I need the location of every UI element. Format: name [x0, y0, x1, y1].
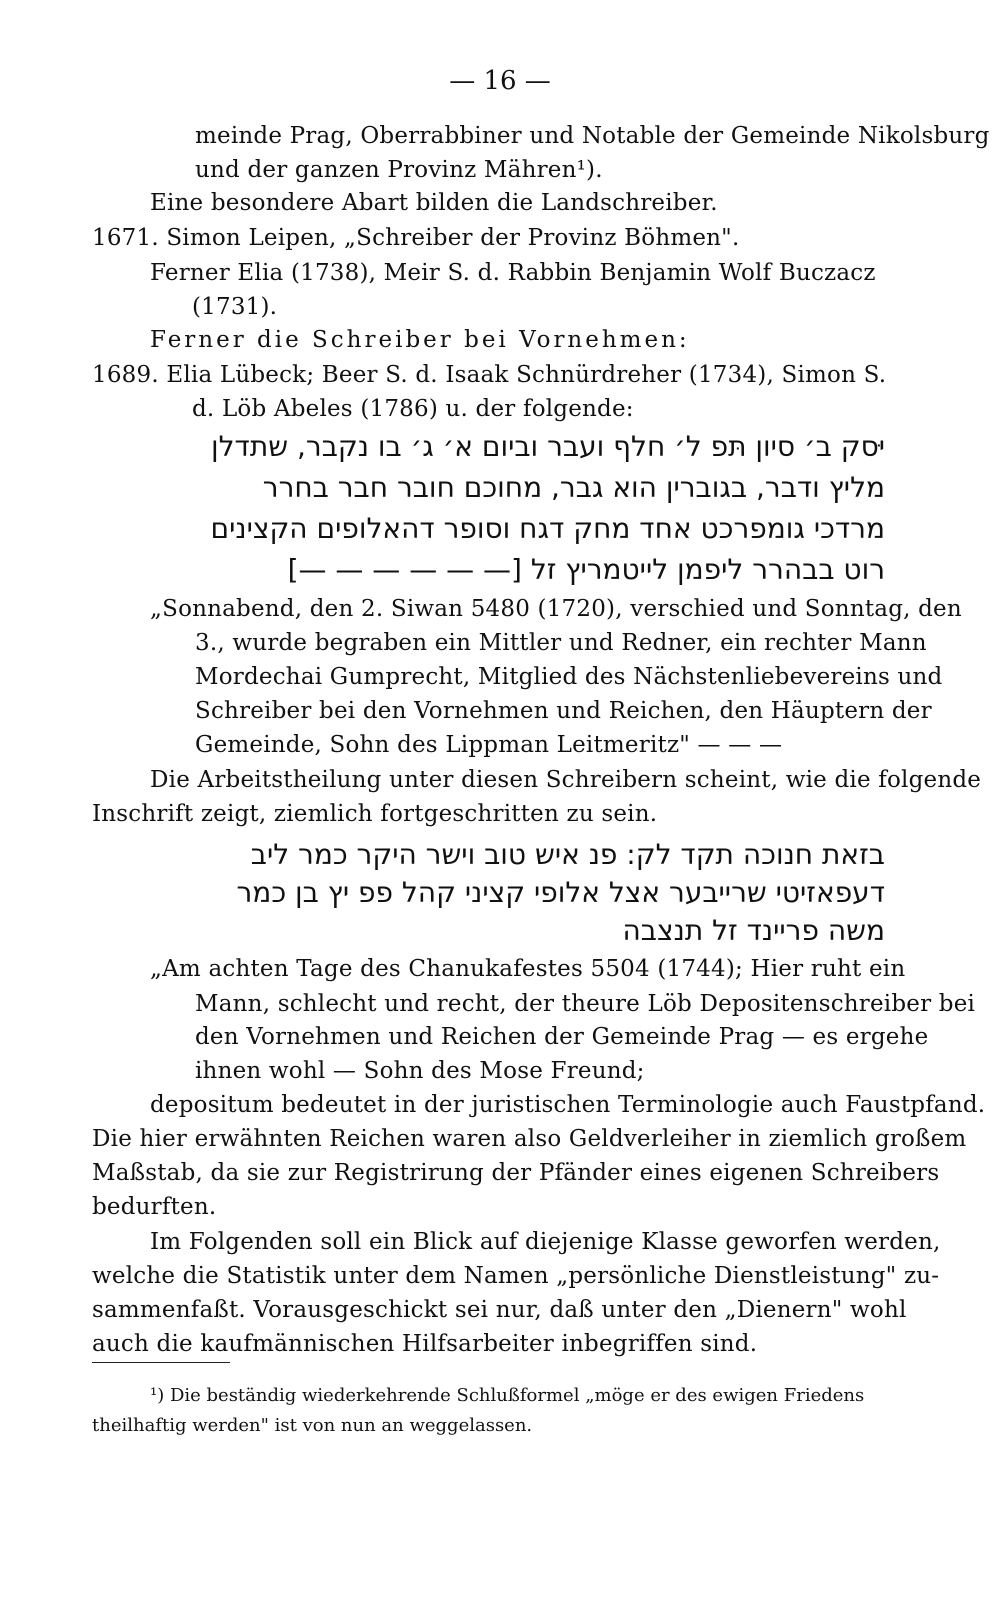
text-line: bedurften.	[92, 1194, 217, 1220]
text-line: Maßstab, da sie zur Registrirung der Pfänder eines eigenen Schreibers	[92, 1160, 940, 1186]
footnote-divider	[92, 1362, 230, 1363]
hebrew-inscription-line: בזאת חנוכה תקד לק: פנ איש טוב וישר היקר כמר ליב	[250, 838, 885, 871]
text-line: Die hier erwähnten Reichen waren also Geldverleiher in ziemlich großem	[92, 1126, 967, 1152]
text-line: Inschrift zeigt, ziemlich fortgeschritten zu sein.	[92, 801, 658, 827]
footnote-line: theilhaftig werden" ist von nun an weggelassen.	[92, 1415, 533, 1436]
page-number: — 16 —	[449, 66, 551, 96]
text-line: sammenfaßt. Vorausgeschickt sei nur, daß unter den „Dienern" wohl	[92, 1297, 907, 1323]
text-line: Mordechai Gumprecht, Mitglied des Nächstenliebevereins und	[195, 664, 943, 690]
text-line: depositum bedeutet in der juristischen Terminologie auch Faustpfand.	[150, 1092, 986, 1118]
text-line: „Am achten Tage des Chanukafestes 5504 (1744); Hier ruht ein	[150, 956, 906, 982]
text-line: „Sonnabend, den 2. Siwan 5480 (1720), verschied und Sonntag, den	[150, 596, 962, 622]
hebrew-inscription-line: משה פריינד זל תנצבה	[622, 914, 885, 947]
footnote-line: ¹) Die beständig wiederkehrende Schlußformel „möge er des ewigen Friedens	[150, 1385, 865, 1406]
text-line: d. Löb Abeles (1786) u. der folgende:	[192, 396, 634, 422]
text-line: Die Arbeitstheilung unter diesen Schreibern scheint, wie die folgende	[150, 767, 982, 793]
text-line: Schreiber bei den Vornehmen und Reichen, den Häuptern der	[195, 698, 932, 724]
hebrew-inscription-line: מרדכי גומפרכט אחד מחק דגח וסופר דהאלופים הקצינים	[210, 512, 885, 545]
text-line: meinde Prag, Oberrabbiner und Notable der Gemeinde Nikolsburg	[195, 123, 990, 149]
text-line: 1689. Elia Lübeck; Beer S. d. Isaak Schnürdreher (1734), Simon S.	[92, 362, 887, 388]
text-line: auch die kaufmännischen Hilfsarbeiter inbegriffen sind.	[92, 1331, 758, 1357]
text-line: ihnen wohl — Sohn des Mose Freund;	[195, 1058, 645, 1084]
text-line: Mann, schlecht und recht, der theure Löb Depositenschreiber bei	[195, 991, 976, 1017]
text-line: (1731).	[192, 294, 278, 320]
text-line: Ferner Elia (1738), Meir S. d. Rabbin Benjamin Wolf Buczacz	[150, 260, 876, 286]
text-line: Im Folgenden soll ein Blick auf diejenige Klasse geworfen werden,	[150, 1229, 941, 1255]
hebrew-inscription-line: יּסק ב׳ סיון תּפ ל׳ חלף ועבר וביום א׳ ג׳ בו נקבר, שתדלן	[211, 430, 885, 463]
text-line: welche die Statistik unter dem Namen „persönliche Dienstleistung" zu-	[92, 1263, 940, 1289]
text-line: Ferner die Schreiber bei Vornehmen:	[150, 327, 690, 353]
text-line: den Vornehmen und Reichen der Gemeinde Prag — es ergehe	[195, 1024, 929, 1050]
hebrew-inscription-line: רוט בבהרר ליפמן לייטמריץ זל [— — — — — —]	[287, 553, 885, 586]
text-line: Eine besondere Abart bilden die Landschreiber.	[150, 190, 718, 216]
text-line: und der ganzen Provinz Mähren¹).	[195, 157, 603, 183]
text-line: Gemeinde, Sohn des Lippman Leitmeritz" — — —	[195, 732, 783, 758]
text-line: 1671. Simon Leipen, „Schreiber der Provinz Böhmen".	[92, 225, 740, 251]
text-line: 3., wurde begraben ein Mittler und Redner, ein rechter Mann	[195, 630, 927, 656]
hebrew-inscription-line: דעפאזיטי שרייבער אצל אלופי קציני קהל פפ יץ בן כמר	[236, 876, 885, 909]
hebrew-inscription-line: מליץ ודבר, בגוברין הוא גבר, מחוכם חובר חבר בחרר	[262, 471, 885, 504]
